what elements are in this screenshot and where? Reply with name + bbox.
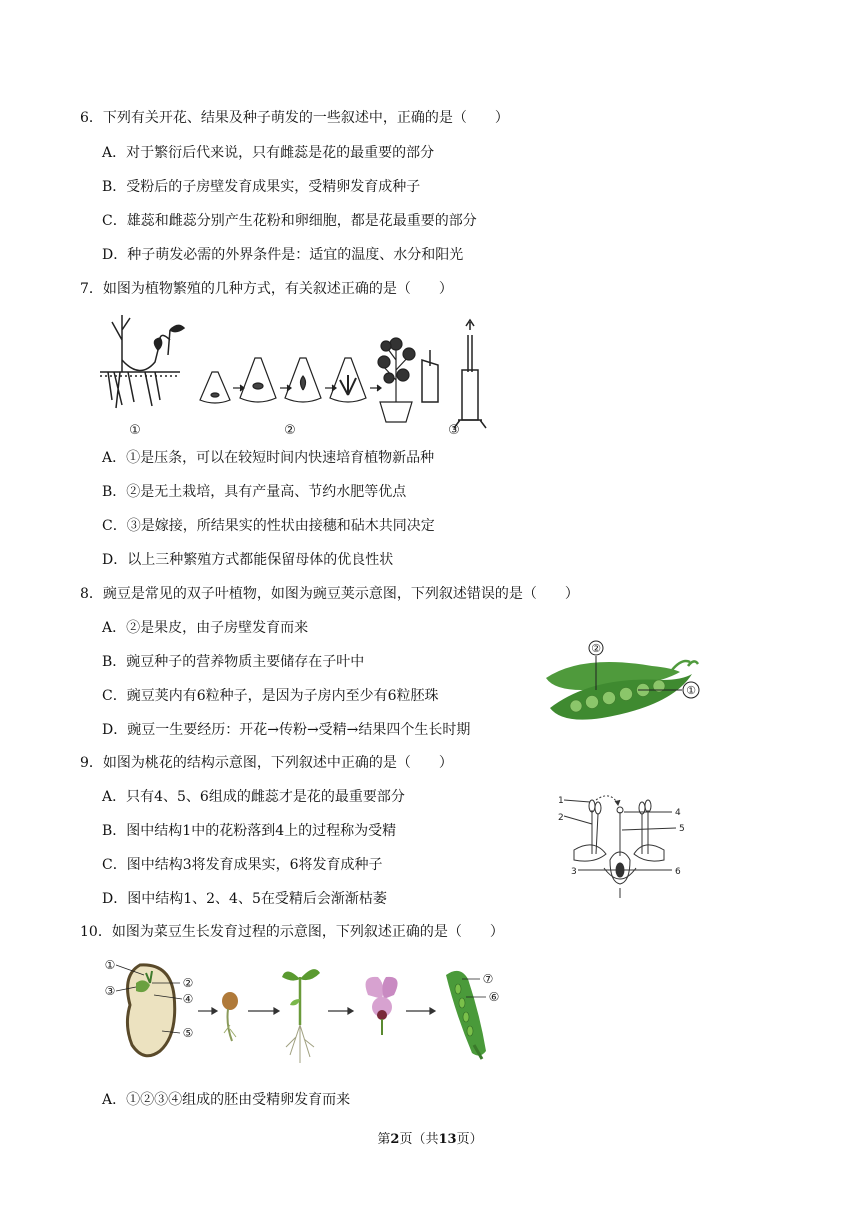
- layering-illustration: [100, 315, 184, 408]
- q7-propagation-figure: [100, 310, 500, 440]
- q9-peach-flower-figure: [554, 790, 694, 898]
- q9-option-c: C．图中结构3将发育成果实，6将发育成种子: [102, 857, 383, 873]
- bean-flower-illustration: [366, 977, 398, 1035]
- q8-figure-label-1: ①: [686, 684, 696, 697]
- q8-figure-label-2: ②: [591, 642, 601, 655]
- q10-figure-label-3: ③: [104, 984, 116, 998]
- q9-figure-label-4: 4: [675, 808, 681, 818]
- q9-stem: 9．如图为桃花的结构示意图，下列叙述中正确的是（ ）: [80, 755, 453, 771]
- q10-option-a: A．①②③④组成的胚由受精卵发育而来: [102, 1092, 351, 1108]
- q7-option-b: B．②是无土栽培，具有产量高、节约水肥等优点: [102, 484, 407, 500]
- footer-prefix: 第: [377, 1132, 391, 1147]
- q7-option-d: D．以上三种繁殖方式都能保留母体的优良性状: [102, 552, 394, 568]
- q7-stem: 7．如图为植物繁殖的几种方式，有关叙述正确的是（ ）: [80, 281, 453, 297]
- bean-seed-illustration: [127, 965, 174, 1056]
- page-footer: [0, 1128, 860, 1147]
- q7-figure-label-2: ②: [284, 423, 296, 438]
- q10-figure-label-6: ⑥: [488, 990, 500, 1004]
- q6-option-c: C．雄蕊和雌蕊分别产生花粉和卵细胞，都是花最重要的部分: [102, 213, 477, 229]
- q9-figure-label-3: 3: [571, 867, 577, 877]
- q10-stem: 10．如图为菜豆生长发育过程的示意图，下列叙述正确的是（ ）: [80, 924, 504, 940]
- q6-option-d: D．种子萌发必需的外界条件是：适宜的温度、水分和阳光: [102, 247, 464, 263]
- grafting-illustration: [422, 320, 486, 428]
- q9-figure-label-6: 6: [675, 867, 681, 877]
- germinating-seed-illustration: [222, 992, 238, 1041]
- q8-stem: 8．豌豆是常见的双子叶植物，如图为豌豆荚示意图，下列叙述错误的是（ ）: [80, 586, 579, 602]
- q10-figure-label-2: ②: [182, 976, 194, 990]
- bean-pod-illustration: [446, 971, 486, 1059]
- q8-option-d: D．豌豆一生要经历：开花→传粉→受精→结果四个生长时期: [102, 722, 471, 738]
- q10-figure-label-4: ④: [182, 992, 194, 1006]
- q7-option-a: A．①是压条，可以在较短时间内快速培育植物新品种: [102, 450, 435, 466]
- q8-option-a: A．②是果皮，由子房壁发育而来: [102, 620, 309, 636]
- q8-option-c: C．豌豆荚内有6粒种子，是因为子房内至少有6粒胚珠: [102, 688, 439, 704]
- q8-option-b: B．豌豆种子的营养物质主要储存在子叶中: [102, 654, 365, 670]
- footer-page-number: 2: [390, 1132, 400, 1147]
- q6-stem: 6．下列有关开花、结果及种子萌发的一些叙述中，正确的是（ ）: [80, 110, 509, 126]
- q9-option-b: B．图中结构1中的花粉落到4上的过程称为受精: [102, 823, 397, 839]
- footer-middle: 页（共: [399, 1132, 439, 1147]
- q6-option-a: A．对于繁衍后代来说，只有雌蕊是花的最重要的部分: [102, 145, 435, 161]
- tissue-culture-illustration: [200, 338, 415, 422]
- q9-figure-label-2: 2: [558, 813, 564, 823]
- q7-figure-label-3: ③: [448, 423, 460, 438]
- footer-total-pages: 13: [438, 1132, 457, 1147]
- q10-figure-label-1: ①: [104, 958, 116, 972]
- q9-figure-label-1: 1: [558, 796, 564, 806]
- q9-option-d: D．图中结构1、2、4、5在受精后会渐渐枯萎: [102, 891, 387, 907]
- q10-figure-label-7: ⑦: [482, 972, 494, 986]
- footer-suffix: 页）: [456, 1132, 483, 1147]
- q9-figure-label-5: 5: [679, 824, 685, 834]
- q9-option-a: A．只有4、5、6组成的雌蕊才是花的最重要部分: [102, 789, 405, 805]
- q7-figure-label-1: ①: [129, 423, 141, 438]
- q8-pea-pod-figure: [542, 636, 712, 728]
- q10-figure-label-5: ⑤: [182, 1026, 194, 1040]
- q7-option-c: C．③是嫁接，所结果实的性状由接穗和砧木共同决定: [102, 518, 435, 534]
- q10-bean-growth-figure: [100, 955, 510, 1075]
- q6-option-b: B．受粉后的子房壁发育成果实，受精卵发育成种子: [102, 179, 421, 195]
- seedling-illustration: [282, 969, 320, 1063]
